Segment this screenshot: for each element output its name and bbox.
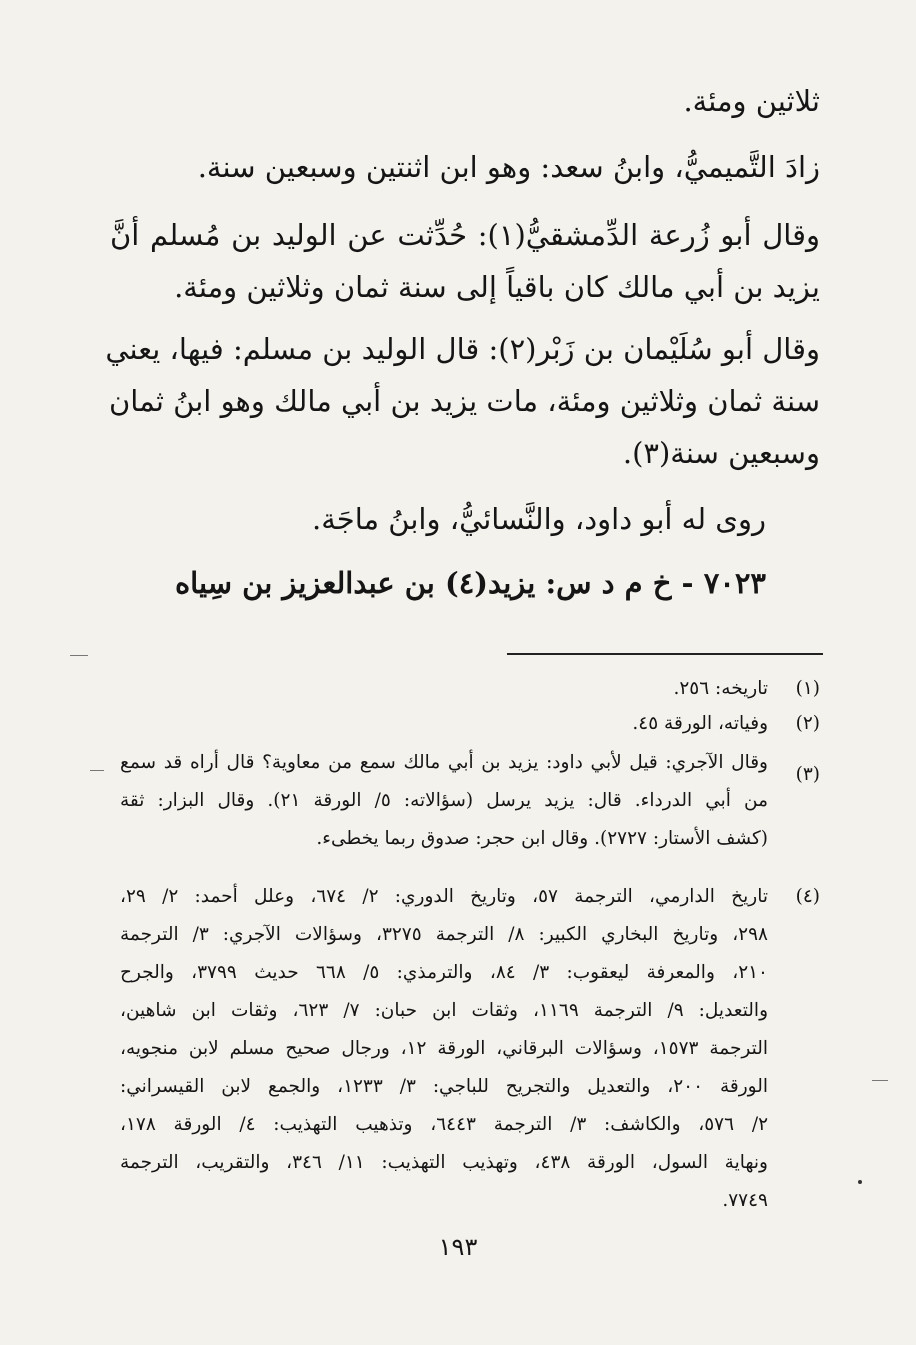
footnote-text: ٧٧٤٩. xyxy=(722,1190,768,1211)
scan-mark xyxy=(90,770,104,771)
footnote-text: ونهاية السول، الورقة ٤٣٨، وتهذيب التهذيب: ١١/ ٣٤٦، والتقريب، الترجمة xyxy=(120,1152,768,1173)
text-line: وقال أبو سُلَيْمان بن زَبْر(٢): قال الوليد بن مسلم: فيها، يعني xyxy=(105,332,820,366)
footnote-text: ٢/ ٥٧٦، والكاشف: ٣/ الترجمة ٦٤٤٣، وتذهيب التهذيب: ٤/ الورقة ١٧٨، xyxy=(120,1114,768,1135)
footnote-text: ٢٩٨، وتاريخ البخاري الكبير: ٨/ الترجمة ٣٢٧٥، وسؤالات الآجري: ٣/ الترجمة xyxy=(120,924,768,945)
footnote-text: ٢١٠، والمعرفة ليعقوب: ٣/ ٨٤، والترمذي: ٥/ ٦٦٨ حديث ٣٧٩٩، والجرح xyxy=(120,962,768,983)
footnote-number: (٣) xyxy=(795,764,820,785)
footnote-separator xyxy=(507,653,823,655)
footnote-text: الترجمة ١٥٧٣، وسؤالات البرقاني، الورقة ١٢، ورجال صحيح مسلم لابن منجويه، xyxy=(120,1038,768,1059)
footnote-text: الورقة ٢٠٠، والتعديل والتجريح للباجي: ٣/ ١٢٣٣، والجمع لابن القيسراني: xyxy=(120,1076,768,1097)
footnote-text: وفياته، الورقة ٤٥. xyxy=(632,713,768,734)
footnote-text: من أبي الدرداء. قال: يزيد يرسل (سؤالاته: ٥/ الورقة ٢١). وقال البزار: ثقة xyxy=(120,790,769,811)
text-line: وقال أبو زُرعة الدِّمشقيُّ(١): حُدِّثت عن الوليد بن مُسلم أنَّ xyxy=(110,218,821,252)
footnote-text: وقال الآجري: قيل لأبي داود: يزيد بن أبي مالك سمع من معاوية؟ قال أراه قد سمع xyxy=(120,752,768,773)
footnote-text: (كشف الأستار: ٢٧٢٧). وقال ابن حجر: صدوق ربما يخطىء. xyxy=(316,828,768,849)
text-line: وسبعين سنة(٣). xyxy=(622,436,820,470)
scan-mark xyxy=(872,1080,888,1081)
footnote-text: تاريخ الدارمي، الترجمة ٥٧، وتاريخ الدوري: ٢/ ٦٧٤، وعلل أحمد: ٢/ ٢٩، xyxy=(120,886,768,907)
scan-mark xyxy=(70,655,88,656)
footnote-text: والتعديل: ٩/ الترجمة ١١٦٩، وثقات ابن حبان: ٧/ ٦٢٣، وثقات ابن شاهين، xyxy=(120,1000,769,1021)
page-number: ١٩٣ xyxy=(438,1233,478,1261)
text-line: ثلاثين ومئة. xyxy=(683,84,820,118)
scan-speck xyxy=(858,1180,862,1184)
text-line: روى له أبو داود، والنَّسائيُّ، وابنُ ماجَة. xyxy=(312,502,766,536)
text-line: زادَ التَّميميُّ، وابنُ سعد: وهو ابن اثنتين وسبعين سنة. xyxy=(197,150,820,184)
text-line: سنة ثمان وثلاثين ومئة، مات يزيد بن أبي مالك وهو ابنُ ثمان xyxy=(108,384,820,418)
footnote-number: (١) xyxy=(795,678,820,699)
footnote-number: (٤) xyxy=(795,886,820,907)
text-line: يزيد بن أبي مالك كان باقياً إلى سنة ثمان وثلاثين ومئة. xyxy=(174,270,820,304)
footnote-text: تاريخه: ٢٥٦. xyxy=(673,678,768,699)
entry-heading: ٧٠٢٣ - خ م د س: يزيد(٤) بن عبدالعزيز بن سِياه xyxy=(174,566,766,600)
footnote-number: (٢) xyxy=(795,713,820,734)
